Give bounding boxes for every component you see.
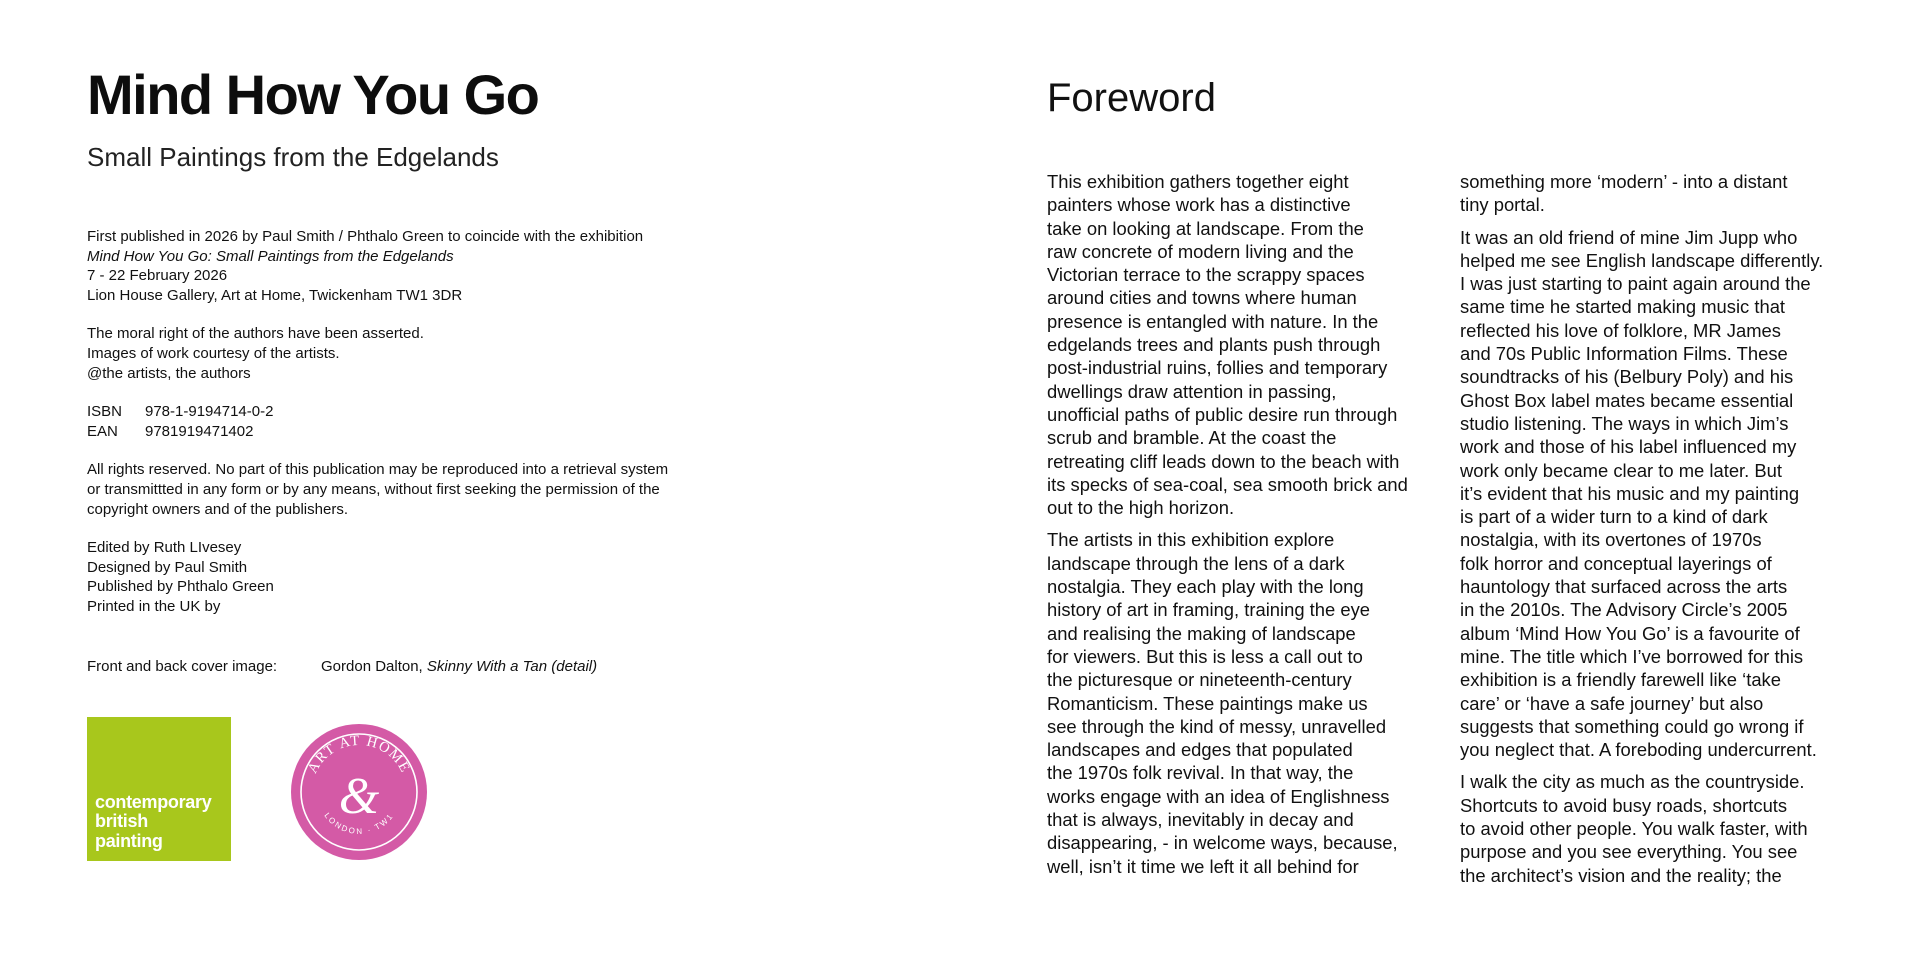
contemporary-british-painting-logo bbox=[87, 717, 231, 861]
text-line: helped me see English landscape differently. bbox=[1460, 249, 1824, 271]
text-line: see through the kind of messy, unravelled bbox=[1047, 715, 1387, 737]
text-line: well, isn’t it time we left it all behind for bbox=[1047, 855, 1359, 877]
text-line: is part of a wider turn to a kind of dark bbox=[1460, 506, 1768, 528]
foreword-column-2 bbox=[1460, 170, 1860, 896]
text-line: and 70s Public Information Films. These bbox=[1460, 343, 1788, 365]
text-line: reflected his love of folklore, MR James bbox=[1460, 319, 1781, 341]
text-line: the picturesque or nineteenth-century bbox=[1047, 669, 1352, 691]
text-line: the architect’s vision and the reality; the bbox=[1460, 864, 1782, 886]
paragraph bbox=[1047, 528, 1447, 877]
edited-by: Edited by Ruth LIvesey bbox=[87, 539, 242, 557]
cbp-logo-text bbox=[95, 793, 211, 852]
text-line: I was just starting to paint again around the bbox=[1460, 273, 1811, 295]
printed-by: Printed in the UK by bbox=[87, 597, 221, 615]
foreword-heading: Foreword bbox=[1047, 76, 1216, 120]
isbn-value: 978-1-9194714-0-2 bbox=[145, 403, 274, 421]
first-published: First published in 2026 by Paul Smith / Phthalo Green to coincide with the exhibition bbox=[87, 228, 644, 245]
text-line: retreating cliff leads down to the beach with bbox=[1047, 450, 1400, 472]
exhibition-venue: Lion House Gallery, Art at Home, Twickenham TW1 3DR bbox=[87, 286, 463, 304]
paragraph bbox=[1460, 226, 1860, 762]
cover-label: Front and back cover image: bbox=[87, 657, 278, 675]
text-line: the 1970s folk revival. In that way, the bbox=[1047, 762, 1354, 784]
ampersand-icon: & bbox=[338, 768, 380, 825]
text-line: purpose and you see everything. You see bbox=[1460, 841, 1798, 863]
cbp-line: contemporary bbox=[95, 791, 212, 812]
rights-line: All rights reserved. No part of this publication may be reproduced into a retrieval system bbox=[87, 461, 669, 479]
text-line: nostalgia. They each play with the long bbox=[1047, 576, 1364, 598]
text-line: its specks of sea-coal, sea smooth brick and bbox=[1047, 473, 1408, 495]
text-line: for viewers. But this is less a call out to bbox=[1047, 645, 1363, 667]
aah-top-text: ART AT HOME bbox=[304, 732, 414, 777]
cover-work: Skinny With a Tan (detail) bbox=[426, 657, 598, 675]
designed-by: Designed by Paul Smith bbox=[87, 558, 248, 576]
text-line: landscapes and edges that populated bbox=[1047, 739, 1353, 761]
text-line: hauntology that surfaced across the arts bbox=[1460, 576, 1788, 598]
ean-row bbox=[87, 422, 787, 442]
text-line: raw concrete of modern living and the bbox=[1047, 240, 1354, 262]
title-block bbox=[87, 60, 807, 174]
text-line: It was an old friend of mine Jim Jupp who bbox=[1460, 226, 1798, 248]
text-line: album ‘Mind How You Go’ is a favourite of bbox=[1460, 622, 1800, 644]
text-line: it’s evident that his music and my painting bbox=[1460, 482, 1800, 504]
paragraph bbox=[1460, 770, 1860, 886]
text-line: This exhibition gathers together eight bbox=[1047, 171, 1349, 192]
text-line: Shortcuts to avoid busy roads, shortcuts bbox=[1460, 794, 1788, 816]
text-line: in the 2010s. The Advisory Circle’s 2005 bbox=[1460, 599, 1788, 621]
text-line: landscape through the lens of a dark bbox=[1047, 552, 1345, 574]
ean-label: EAN bbox=[87, 422, 118, 440]
publication-block bbox=[87, 227, 787, 305]
text-line: something more ‘modern’ - into a distant bbox=[1460, 171, 1788, 192]
images-courtesy: Images of work courtesy of the artists. bbox=[87, 344, 340, 362]
published-by: Published by Phthalo Green bbox=[87, 578, 274, 596]
text-line: tiny portal. bbox=[1460, 194, 1545, 216]
paragraph bbox=[1047, 170, 1447, 519]
cover-image-credit bbox=[87, 657, 787, 677]
text-line: take on looking at landscape. From the bbox=[1047, 217, 1364, 239]
credits-block bbox=[87, 538, 787, 616]
text-line: post-industrial ruins, follies and temporary bbox=[1047, 357, 1388, 379]
text-line: Victorian terrace to the scrappy spaces bbox=[1047, 264, 1365, 286]
text-line: folk horror and conceptual layerings of bbox=[1460, 552, 1772, 574]
cbp-line: painting bbox=[95, 830, 163, 851]
text-line: and realising the making of landscape bbox=[1047, 622, 1356, 644]
text-line: history of art in framing, training the eye bbox=[1047, 599, 1371, 621]
text-line: that is always, inevitably in decay and bbox=[1047, 809, 1354, 831]
rights-line: copyright owners and of the publishers. bbox=[87, 500, 348, 518]
text-line: dwellings draw attention in passing, bbox=[1047, 380, 1337, 402]
ean-value: 9781919471402 bbox=[145, 422, 254, 440]
text-line: you neglect that. A foreboding undercurrent. bbox=[1460, 739, 1817, 761]
cbp-line: british bbox=[95, 811, 148, 831]
text-line: nostalgia, with its overtones of 1970s bbox=[1460, 529, 1762, 551]
text-line: presence is entangled with nature. In the bbox=[1047, 310, 1379, 332]
text-line: work only became clear to me later. But bbox=[1460, 459, 1782, 481]
text-line: studio listening. The ways in which Jim’s bbox=[1460, 412, 1789, 434]
text-line: work and those of his label influenced my bbox=[1460, 436, 1797, 458]
text-line: edgelands trees and plants push through bbox=[1047, 334, 1381, 356]
exhibition-dates: 7 - 22 February 2026 bbox=[87, 267, 228, 285]
rights-block bbox=[87, 324, 787, 383]
all-rights-block bbox=[87, 460, 787, 519]
text-line: I walk the city as much as the countryside. bbox=[1460, 771, 1805, 793]
text-line: soundtracks of his (Belbury Poly) and his bbox=[1460, 366, 1794, 388]
text-line: same time he started making music that bbox=[1460, 296, 1786, 318]
text-line: out to the high horizon. bbox=[1047, 497, 1235, 519]
text-line: works engage with an idea of Englishness bbox=[1047, 785, 1390, 807]
book-title: Mind How You Go bbox=[87, 63, 539, 126]
cover-artist: Gordon Dalton, bbox=[321, 657, 427, 675]
text-line: Ghost Box label mates became essential bbox=[1460, 389, 1794, 411]
isbn-row bbox=[87, 402, 787, 422]
rights-line: or transmittted in any form or by any means, without first seeking the permission of the bbox=[87, 480, 660, 498]
text-line: disappearing, - in welcome ways, because, bbox=[1047, 832, 1398, 854]
partner-logos bbox=[87, 717, 467, 862]
text-line: care’ or ‘have a safe journey’ but also bbox=[1460, 692, 1764, 714]
paragraph bbox=[1460, 170, 1860, 217]
text-line: exhibition is a friendly farewell like ‘take bbox=[1460, 669, 1781, 691]
text-line: painters whose work has a distinctive bbox=[1047, 194, 1351, 216]
text-line: scrub and bramble. At the coast the bbox=[1047, 427, 1337, 449]
moral-right: The moral right of the authors have been asserted. bbox=[87, 325, 424, 343]
book-subtitle: Small Paintings from the Edgelands bbox=[87, 142, 499, 172]
identifiers-block bbox=[87, 402, 787, 441]
isbn-label: ISBN bbox=[87, 403, 123, 421]
text-line: mine. The title which I’ve borrowed for this bbox=[1460, 645, 1804, 667]
exhibition-title: Mind How You Go: Small Paintings from the Edgelands bbox=[87, 247, 454, 265]
text-line: Romanticism. These paintings make us bbox=[1047, 692, 1368, 714]
art-at-home-logo bbox=[290, 723, 428, 861]
copyright-line: @the artists, the authors bbox=[87, 364, 251, 382]
text-line: The artists in this exhibition explore bbox=[1047, 529, 1335, 551]
aah-bottom-text: LONDON · TW1 bbox=[322, 811, 396, 836]
imprint-page bbox=[87, 227, 787, 676]
text-line: unofficial paths of public desire run through bbox=[1047, 403, 1398, 425]
text-line: suggests that something could go wrong if bbox=[1460, 715, 1804, 737]
foreword-column-1 bbox=[1047, 170, 1447, 887]
text-line: around cities and towns where human bbox=[1047, 287, 1357, 309]
text-line: to avoid other people. You walk faster, with bbox=[1460, 818, 1808, 840]
